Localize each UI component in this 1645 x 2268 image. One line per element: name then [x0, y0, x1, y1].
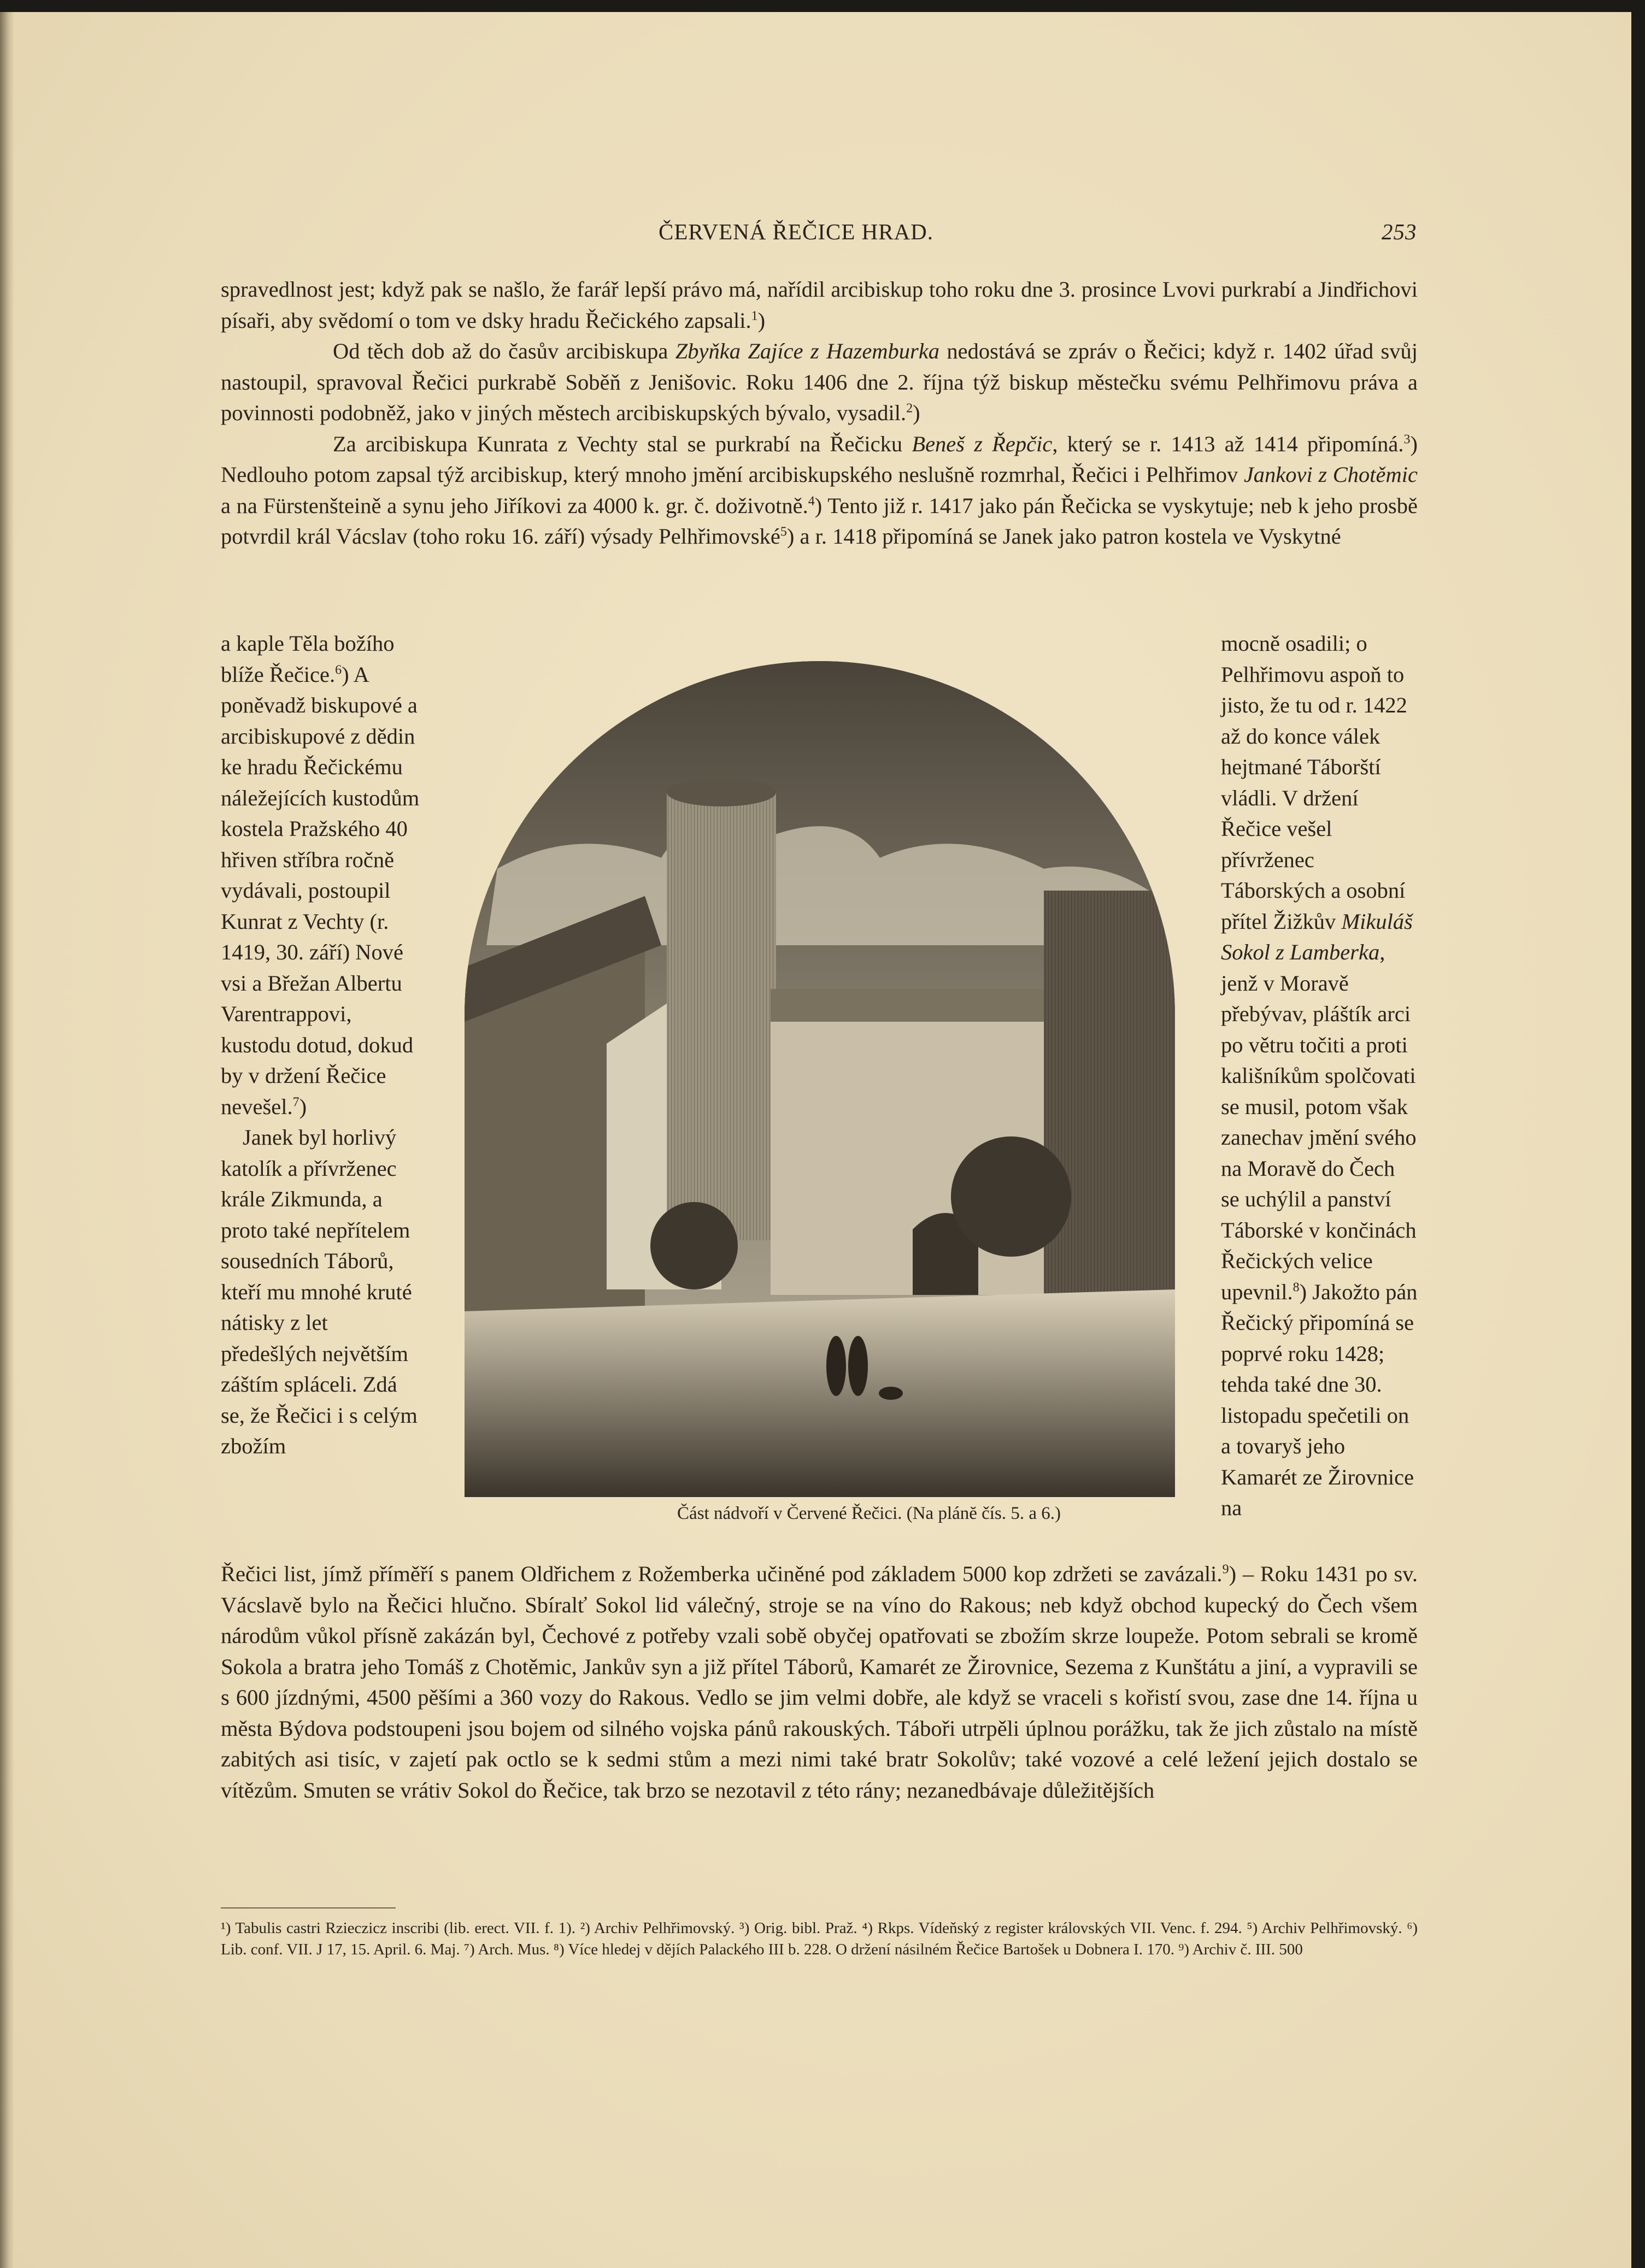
- left-column-text-b: A poněvadž biskupové a arcibiskupové z dědin ke hradu Řečickému náležejících kustodům kostela Pražského 40 hřiven stříbra ročně vydávali, postoupil Kunrat z Vechty (r. 1419, 30. září) Nové vsi a Břežan Albertu Varentrappovi, kustodu dotud, dokud by v držení Řečice nevešel.: [221, 662, 420, 1119]
- paragraph-1: spravedlnost jest; když pak se našlo, že farář lepší právo má, nařídil arcibiskup toho roku dne 3. prosince Lvovi purkrabí a Jindřichovi písaři, aby svědomí o tom ve dsky hradu Řečického zapsali.$^1$): [221, 277, 1418, 333]
- paragraph-3-text-cont: a na Fürstenšteině a synu jeho Jiříkovi za 4000 k. gr. č. doživotně.: [221, 493, 808, 518]
- paragraph-2-text: Od těch dob až do časův arcibiskupa: [333, 339, 675, 363]
- footnote-ref: 9: [1222, 1562, 1229, 1577]
- paragraph-3-text-cont: Nedlouho potom zapsal týž arcibiskup, který mnoho jmění arcibiskupského neslušně rozmrhal, Řečici i Pelhřimov: [221, 462, 1244, 487]
- footnote-rule: [221, 1907, 396, 1908]
- body-text-bottom: [221, 1559, 1418, 1806]
- paragraph-3-text-cont: a r. 1418 připomíná se Janek jako patron kostela ve Vyskytné: [794, 524, 1341, 549]
- footnote-ref: 5: [780, 525, 787, 539]
- left-column-para-1: a kaple Těla božího blíže Řečice.$^6$) A poněvadž biskupové a arcibiskupové z dědin ke hradu Řečickému náležejících kustodům kostela Pražského 40 hřiven stříbra ročně vydávali, postoupil Kunrat z Vechty (r. 1419, 30. září) Nové vsi a Břežan Albertu Varentrappovi, kustodu dotud, dokud by v držení Řečice nevešel.$^7$): [221, 631, 420, 1119]
- running-header: [0, 219, 1631, 251]
- person-name-italic: Jankovi z Chotěmic: [1243, 462, 1418, 487]
- castle-courtyard-illustration: [465, 661, 1175, 1497]
- footnote-ref: 1: [751, 309, 758, 323]
- engraving-drawing: [465, 661, 1175, 1497]
- footnote-ref: 7: [292, 1095, 299, 1109]
- left-column-text-a: a kaple Těla božího blíže Řečice.: [221, 631, 395, 687]
- right-column-text-a: mocně osadili; o Pelhřimovu aspoň to jisto, že tu od r. 1422 až do konce válek hejtmané Táborští vládli. V držení Řečice vešel přívrženec Táborských a osobní přítel Žižkův: [1221, 631, 1407, 934]
- arcade-frieze: [771, 989, 1077, 1022]
- person-name-italic: Beneš z Řepčic: [912, 431, 1053, 456]
- right-building-shading: [1044, 891, 1175, 1328]
- figure-dog: [879, 1387, 903, 1400]
- figure-person: [848, 1336, 868, 1396]
- bottom-text-b: – Roku 1431 po sv. Vácslavě bylo na Řečici hlučno. Sbíralť Sokol lid válečný, stroje se na víno do Rakous; neb když obchod kupecký do Čech všem národům vůkol přísně zakázán byl, Čechové z potřeby vzali sobě obyčej opatřovati se zbožím skrze loupeže. Potom sebrali se kromě Sokola a bratra jeho Tomáš z Chotěmic, Jankův syn a již přítel Táborů, Kamarét ze Žirovnice, Sezema z Kunštátu a jiní, a vypravili se s 600 jízdnými, 4500 pěšími a 360 vozy do Rakous. Vedlo se jim velmi dobře, ale když se vraceli s kořistí svou, zase dne 14. října u města Býdova podstoupeni jsou bojem od silného vojska pánů rakouských. Táboři utrpěli úplnou porážku, tak že jich zůstalo na místě zabitých asi tisíc, v zajetí pak octlo se k sedmi stům a mezi nimi také bratr Sokolův; také vozové a celé ležení jejich dostalo se vítězům. Smuten se vrátiv Sokol do Řečice, tak brzo se nezotavil z této rány; nezanedbávaje důležitějších: [221, 1562, 1418, 1802]
- left-column-para-2: [221, 1122, 423, 1462]
- paragraph-3: Za arcibiskupa Kunrata z Vechty stal se purkrabí na Řečicku Beneš z Řepčic, který se r. 1413 až 1414 připomíná.$^3$) Nedlouho potom zapsal týž arcibiskup, který mnoho jmění arcibiskupského neslušně rozmrhal, Řečici i Pelhřimov Jankovi z Chotěmic a na Fürstenšteině a synu jeho Jiříkovi za 4000 k. gr. č. doživotně.$^4$) Tento již r. 1417 jako pán Řečicka se vyskytuje; neb k jeho prosbě potvrdil král Vácslav (toho roku 16. září) výsady Pelhřimovské$^5$) a r. 1418 připomíná se Janek jako patron kostela ve Vyskytné: [221, 431, 1418, 549]
- figure-person: [826, 1336, 846, 1396]
- tower-top: [667, 778, 776, 806]
- left-column-text-c: Janek byl horlivý katolík a přívrženec krále Zikmunda, a proto také nepřítelem sousedních Táborů, kteří mu mnohé kruté nátisky z let předešlých největším záštím spláceli. Zdá se, že Řečici i s celým zbožím: [221, 1125, 418, 1458]
- person-name-italic: Mikuláš Sokol z Lamberka: [1221, 909, 1413, 964]
- bottom-paragraph: Řečici list, jímž příměří s panem Oldřichem z Rožemberka učiněné pod základem 5000 kop zdržeti se zavázali.$^9$) – Roku 1431 po sv. Vácslavě bylo na Řečici hlučno. Sbíralť Sokol lid válečný, stroje se na víno do Rakous; neb když obchod kupecký do Čech všem národům vůkol přísně zakázán byl, Čechové z potřeby vzali sobě obyčej opatřovati se zbožím skrze loupeže. Potom sebrali se kromě Sokola a bratra jeho Tomáš z Chotěmic, Jankův syn a již přítel Táborů, Kamarét ze Žirovnice, Sezema z Kunštátu a jiní, a vypravili se s 600 jízdnými, 4500 pěšími a 360 vozy do Rakous. Vedlo se jim velmi dobře, ale když se vraceli s kořistí svou, zase dne 14. října u města Býdova podstoupeni jsou bojem od silného vojska pánů rakouských. Táboři utrpěli úplnou porážku, tak že jich zůstalo na místě zabitých asi tisíc, v zajetí pak octlo se k sedmi stům a mezi nimi také bratr Sokolův; také vozové a celé ležení jejich dostalo se vítězům. Smuten se vrátiv Sokol do Řečice, tak brzo se nezotavil z této rány; nezanedbávaje důležitějších: [221, 1562, 1418, 1802]
- header-title: ČERVENÁ ŘEČICE HRAD.: [659, 219, 934, 244]
- footnote-ref: 3: [1403, 432, 1411, 446]
- right-column-para: mocně osadili; o Pelhřimovu aspoň to jisto, že tu od r. 1422 až do konce válek hejtmané Táborští vládli. V držení Řečice vešel přívrženec Táborských a osobní přítel Žižkův Mikuláš Sokol z Lamberka, jenž v Moravě přebývav, pláštík arci po větru točiti a proti kališníkům spolčovati se musil, potom však zanechav jmění svého na Moravě do Čech se uchýlil a panství Táborské v končinách Řečických velice upevnil.$^8$) Jakožto pán Řečický připomíná se poprvé roku 1428; tehda také dne 30. listopadu spečetili on a tovaryš jeho Kamarét ze Žirovnice na: [1221, 631, 1418, 1520]
- tree-right: [951, 1136, 1071, 1257]
- footnotes: ¹) Tabulis castri Rzieczicz inscribi (lib. erect. VII. f. 1). ²) Archiv Pelhřimovský. ³) Orig. bibl. Praž. ⁴) Rkps. Vídeňský z register královských VII. Venc. f. 294. ⁵) Archiv Pelhřimovský. ⁶) Lib. conf. VII. J 17, 15. April. 6. Maj. ⁷) Arch. Mus. ⁸) Více hledej v dějích Palackého III b. 228. O držení násilném Řečice Bartošek u Dobnera I. 170. ⁹) Archiv č. III. 500: [221, 1919, 1418, 1958]
- footnote-ref: 2: [906, 401, 913, 416]
- person-name-italic: Zbyňka Zajíce z Hazemburka: [675, 339, 940, 363]
- figure-caption: Část nádvoří v Červené Řečici. (Na plánĕ čís. 5. a 6.): [677, 1504, 1061, 1523]
- left-column-text: [221, 628, 423, 1462]
- bottom-text-a: Řečici list, jímž příměří s panem Oldřichem z Rožemberka učiněné pod základem 5000 kop zdržeti se zavázali.: [221, 1562, 1223, 1586]
- tree-left: [650, 1202, 738, 1289]
- right-column-text-c: Jakožto pán Řečický připomíná se poprvé roku 1428; tehda také dne 30. listopadu spečetili on a tovaryš jeho Kamarét ze Žirovnice na: [1221, 1279, 1418, 1520]
- paragraph-3-text-cont: , který se r. 1413 až 1414 připomíná.: [1052, 431, 1404, 456]
- courtyard-ground: [465, 1289, 1175, 1497]
- paragraph-2-text-cont: nedostává se zpráv o Řečici; když r. 1402 úřad svůj nastoupil, spravoval Řečici purkrabě Soběň z Jenišovic. Roku 1406 dne 2. října týž biskup městečku svému Pelhřimovu práva a povinnosti podobněž, jako v jiných městech arcibiskupských bývalo, vysadil.: [221, 339, 1418, 425]
- book-page: [0, 12, 1631, 2268]
- page-number: 253: [1382, 219, 1417, 244]
- body-text-top: [221, 274, 1418, 552]
- footnote-ref: 6: [335, 663, 342, 677]
- right-column-text: [1221, 628, 1418, 1524]
- footnote-ref: 8: [1292, 1280, 1300, 1294]
- page-gutter-shadow: [0, 12, 14, 2268]
- paragraph-2: Od těch dob až do časův arcibiskupa Zbyňka Zajíce z Hazemburka nedostává se zpráv o Řečici; když r. 1402 úřad svůj nastoupil, spravoval Řečici purkrabě Soběň z Jenišovic. Roku 1406 dne 2. října týž biskup městečku svému Pelhřimovu práva a povinnosti podobněž, jako v jiných městech arcibiskupských bývalo, vysadil.$^2$): [221, 339, 1418, 425]
- paragraph-3-text-cont: Tento již r. 1417 jako pán Řečicka se vyskytuje; neb k jeho prosbě potvrdil král Vácslav (toho roku 16. září) výsady Pelhřimovské: [221, 493, 1418, 549]
- right-column-text-b: , jenž v Moravě přebývav, pláštík arci po větru točiti a proti kališníkům spolčovati se musil, potom však zanechav jmění svého na Moravě do Čech se uchýlil a panství Táborské v končinách Řečických velice upevnil.: [1221, 940, 1417, 1304]
- footnote-ref: 4: [808, 494, 815, 508]
- paragraph-3-text: Za arcibiskupa Kunrata z Vechty stal se purkrabí na Řečicku: [333, 431, 912, 456]
- paragraph-1-text: spravedlnost jest; když pak se našlo, že farář lepší právo má, nařídil arcibiskup toho roku dne 3. prosince Lvovi purkrabí a Jindřichovi písaři, aby svědomí o tom ve dsky hradu Řečického zapsali.: [221, 277, 1418, 333]
- tower-shading: [667, 792, 776, 1240]
